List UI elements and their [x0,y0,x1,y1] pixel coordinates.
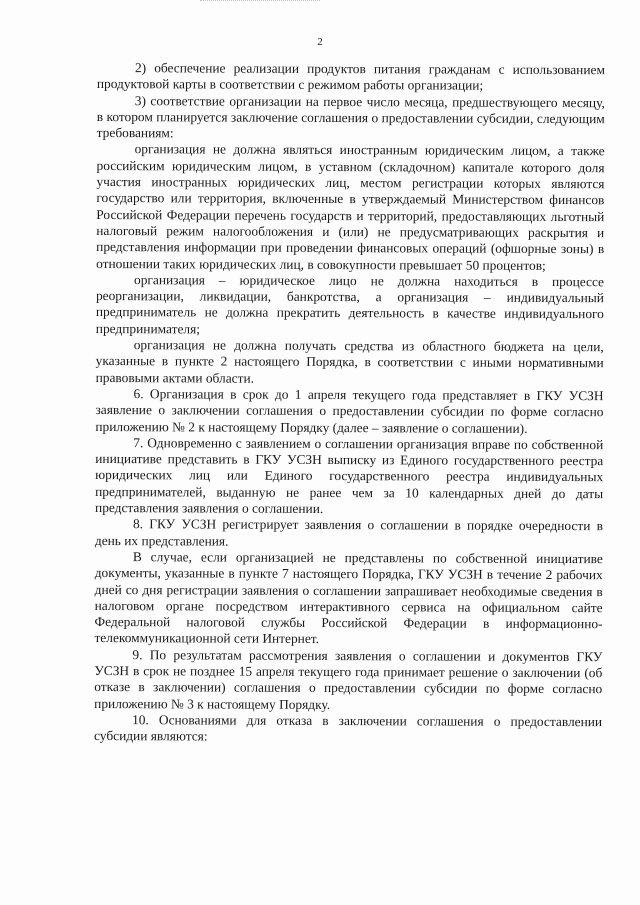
paragraph-7: 7. Одновременно с заявлением о соглашении организация вправе по собственной инициативе представить в ГКУ УСЗН выписку из Единого государственного реестра юридических лиц или Единого государственного реестра индивидуальных предпринимателей, выданную не ранее чем за 10 календарных дней до даты представления заявления о соглашении. [95,434,604,517]
paragraph-6: 6. Организация в срок до 1 апреля текущего года представляет в ГКУ УСЗН заявление о заключении соглашения о предоставлении субсидии по форме согласно приложению № 2 к настоящему Порядку (далее – заявление о соглашении). [95,386,604,436]
paragraph-9: 9. По результатам рассмотрения заявления о соглашении и документов ГКУ УСЗН в срок не позднее 15 апреля текущего года принимает решение о заключении (об отказе в заключении) соглашения о предоставлении субсидии по форме согласно приложению № 3 к настоящему Порядку. [94,646,603,712]
paragraph-requirement-reorganization: организация – юридическое лицо не должна находиться в процессе реорганизации, ликвидации, банкротства, а организация – индивидуальный предприниматель не должна прекратить деятельность в качестве индивидуального предпринимателя; [95,272,605,337]
paragraph-item-2: 2) обеспечение реализации продуктов питания гражданам с использованием продуктовой карты в соответствии с режимом работы организации; [96,60,605,93]
paragraph-requirement-budget: организация не должна получать средства из областного бюджета на цели, указанные в пункте 2 настоящего Порядка, в соответствии с иными нормативными правовыми актами области. [95,337,604,386]
scan-edge-mark [200,0,320,4]
paragraph-8: 8. ГКУ УСЗН регистрирует заявления о соглашении в порядке очередности в день их представления. [94,516,604,549]
paragraph-8-case: В случае, если организацией не представлены по собственной инициативе документы, указанные в пункте 7 настоящего Порядка, ГКУ УСЗН в течение 2 рабочих дней со дня регистрации заявления о соглашении запрашивает необходимые сведения в налоговом органе посредством интерактивного сервиса на официальном сайте Федеральной налоговой службы Российской Федерации в информационно-телекоммуникационной сети Интернет. [94,549,603,647]
paragraph-requirement-foreign: организация не должна являться иностранным юридическим лицом, а также российским юридическим лицом, в уставном (складочном) капитале которого доля участия иностранных юридических лиц, местом регистрации которых являются государство или территория, включенные в утверждаемый Министерством финансов Российской Федерации перечень государств и территорий, предоставляющих льготный налоговый режим налогообложения и (или) не предусматривающих раскрытия и представления информации при проведении финансовых операций (офшорные зоны) в отношении таких юридических лиц, в совокупности превышает 50 процентов; [96,141,605,273]
document-body [94,60,605,747]
page-number: 2 [317,36,323,48]
paragraph-10: 10. Основаниями для отказа в заключении соглашения о предоставлении субсидии являются: [94,712,603,744]
paragraph-item-3: 3) соответствие организации на первое число месяца, предшествующего месяцу, в котором планируется заключение соглашения о предоставлении субсидии, следующим требованиям: [96,92,605,141]
